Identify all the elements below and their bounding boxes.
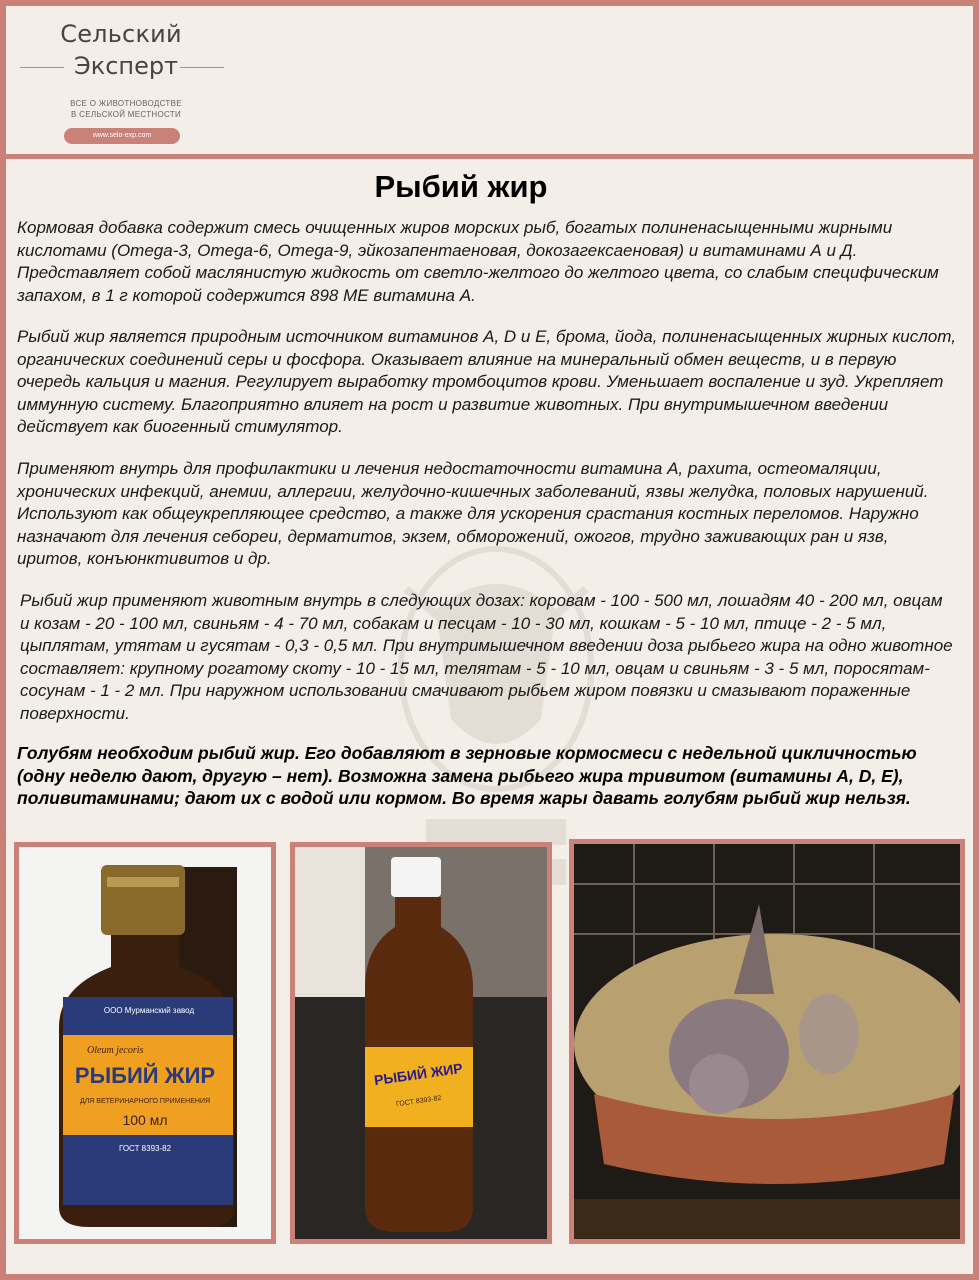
bottle1-purpose: ДЛЯ ВЕТЕРИНАРНОГО ПРИМЕНЕНИЯ [79,1098,211,1105]
bottle-small-icon [19,847,271,1239]
pigeons-icon [574,844,960,1239]
bottle2-name: РЫБИЙ ЖИР [373,1059,464,1089]
photo-bottle-plastic[interactable] [290,842,552,1244]
bottle1-gost: ГОСТ 8393-82 [118,1144,172,1153]
paragraph-composition: Кормовая добавка содержит смесь очищенных жиров морских рыб, богатых полиненасыщенными жирными кислотами (Omega-3, Omega-6, Omega-9, эйкозапентаеновая, докозагексаеновая) и витаминами А и Д. Представляет собой маслянистую жидкость от светло-желтого до желтого цвета, со слабым специфическим запахом, в 1 г которой содержится 898 МЕ витамина А. [17,218,939,305]
site-url-link[interactable]: www.selo-exp.com [64,128,180,144]
photo-bottle-100ml[interactable] [14,842,276,1244]
bottle-plastic-icon [295,847,547,1239]
tagline-line2: В СЕЛЬСКОЙ МЕСТНОСТИ [70,110,182,119]
bottle1-latin: Oleum jecoris [87,1045,144,1056]
bottle2-gost: ГОСТ 8393-82 [395,1094,442,1109]
tagline-line1: ВСЕ О ЖИВОТНОВОДСТВЕ [70,99,182,108]
logo-tagline [46,98,206,120]
logo-text-line2[interactable]: Эксперт [73,52,179,80]
paragraph-pigeons: Голубям необходим рыбий жир. Его добавляют в зерновые кормосмеси с недельной цикличностью (одну неделю дают, другую – нет). Возможна замена рыбьего жира тривитом (витамины A, D, E), поливитаминами; дают их с водой или кормом. Во время жары давать голубям рыбий жир нельзя. [17,743,917,808]
bottle1-volume: 100 мл [122,1112,168,1128]
article-title: Рыбий жир [374,169,548,204]
bottle1-company: ООО Мурманский завод [103,1006,195,1015]
article-content [6,159,973,1274]
paragraph-dosage: Рыбий жир применяют животным внутрь в следующих дозах: коровам - 100 - 500 мл, лошадям 40 - 200 мл, овцам и козам - 20 - 100 мл, свиньям - 4 - 70 мл, собакам и песцам - 10 - 30 мл, кошкам - 5 - 10 мл, птице - 2 - 5 мл, цыплятам, утятам и гусятам - 0,3 - 0,5 мл. При внутримышечном введении доза рыбьего жира на одно животное составляет: крупному рогатому скоту - 10 - 15 мл, телятам - 5 - 10 мл, овцам и свиньям - 3 - 5 мл, поросятам-сосунам - 1 - 2 мл. При наружном использовании смачивают рыбьем жиром повязки и смазывают пораженные поверхности. [20,591,953,723]
photo-pigeons-nest[interactable] [569,839,965,1244]
logo-rule-right [180,67,224,68]
logo-text-line1[interactable]: Сельский [60,20,182,48]
bottle1-name: РЫБИЙ ЖИР [74,1063,216,1088]
paragraph-indications: Применяют внутрь для профилактики и лечения недостаточности витамина А, рахита, остеомаляции, хронических инфекций, анемии, аллергии, желудочно-кишечных заболеваний, язвы желудка, половых нарушений. Используют как общеукрепляющее средство, а также для ускорения срастания костных переломов. Наружно назначают для лечения себореи, дерматитов, экзем, обморожений, ожогов, трудно заживающих ран и язв, иритов, конъюнктивитов и др. [17,459,929,568]
site-header [6,6,973,154]
logo-rule-left [20,67,64,68]
paragraph-properties: Рыбий жир является природным источником витаминов A, D и E, брома, йода, полиненасыщенных жирных кислот, органических соединений серы и фосфора. Оказывает влияние на минеральный обмен веществ, и в первую очередь кальция и магния. Регулирует выработку тромбоцитов крови. Уменьшает воспаление и зуд. Укрепляет иммунную систему. Благоприятно влияет на рост и развитие животных. При внутримышечном введении действует как биогенный стимулятор. [17,327,956,436]
